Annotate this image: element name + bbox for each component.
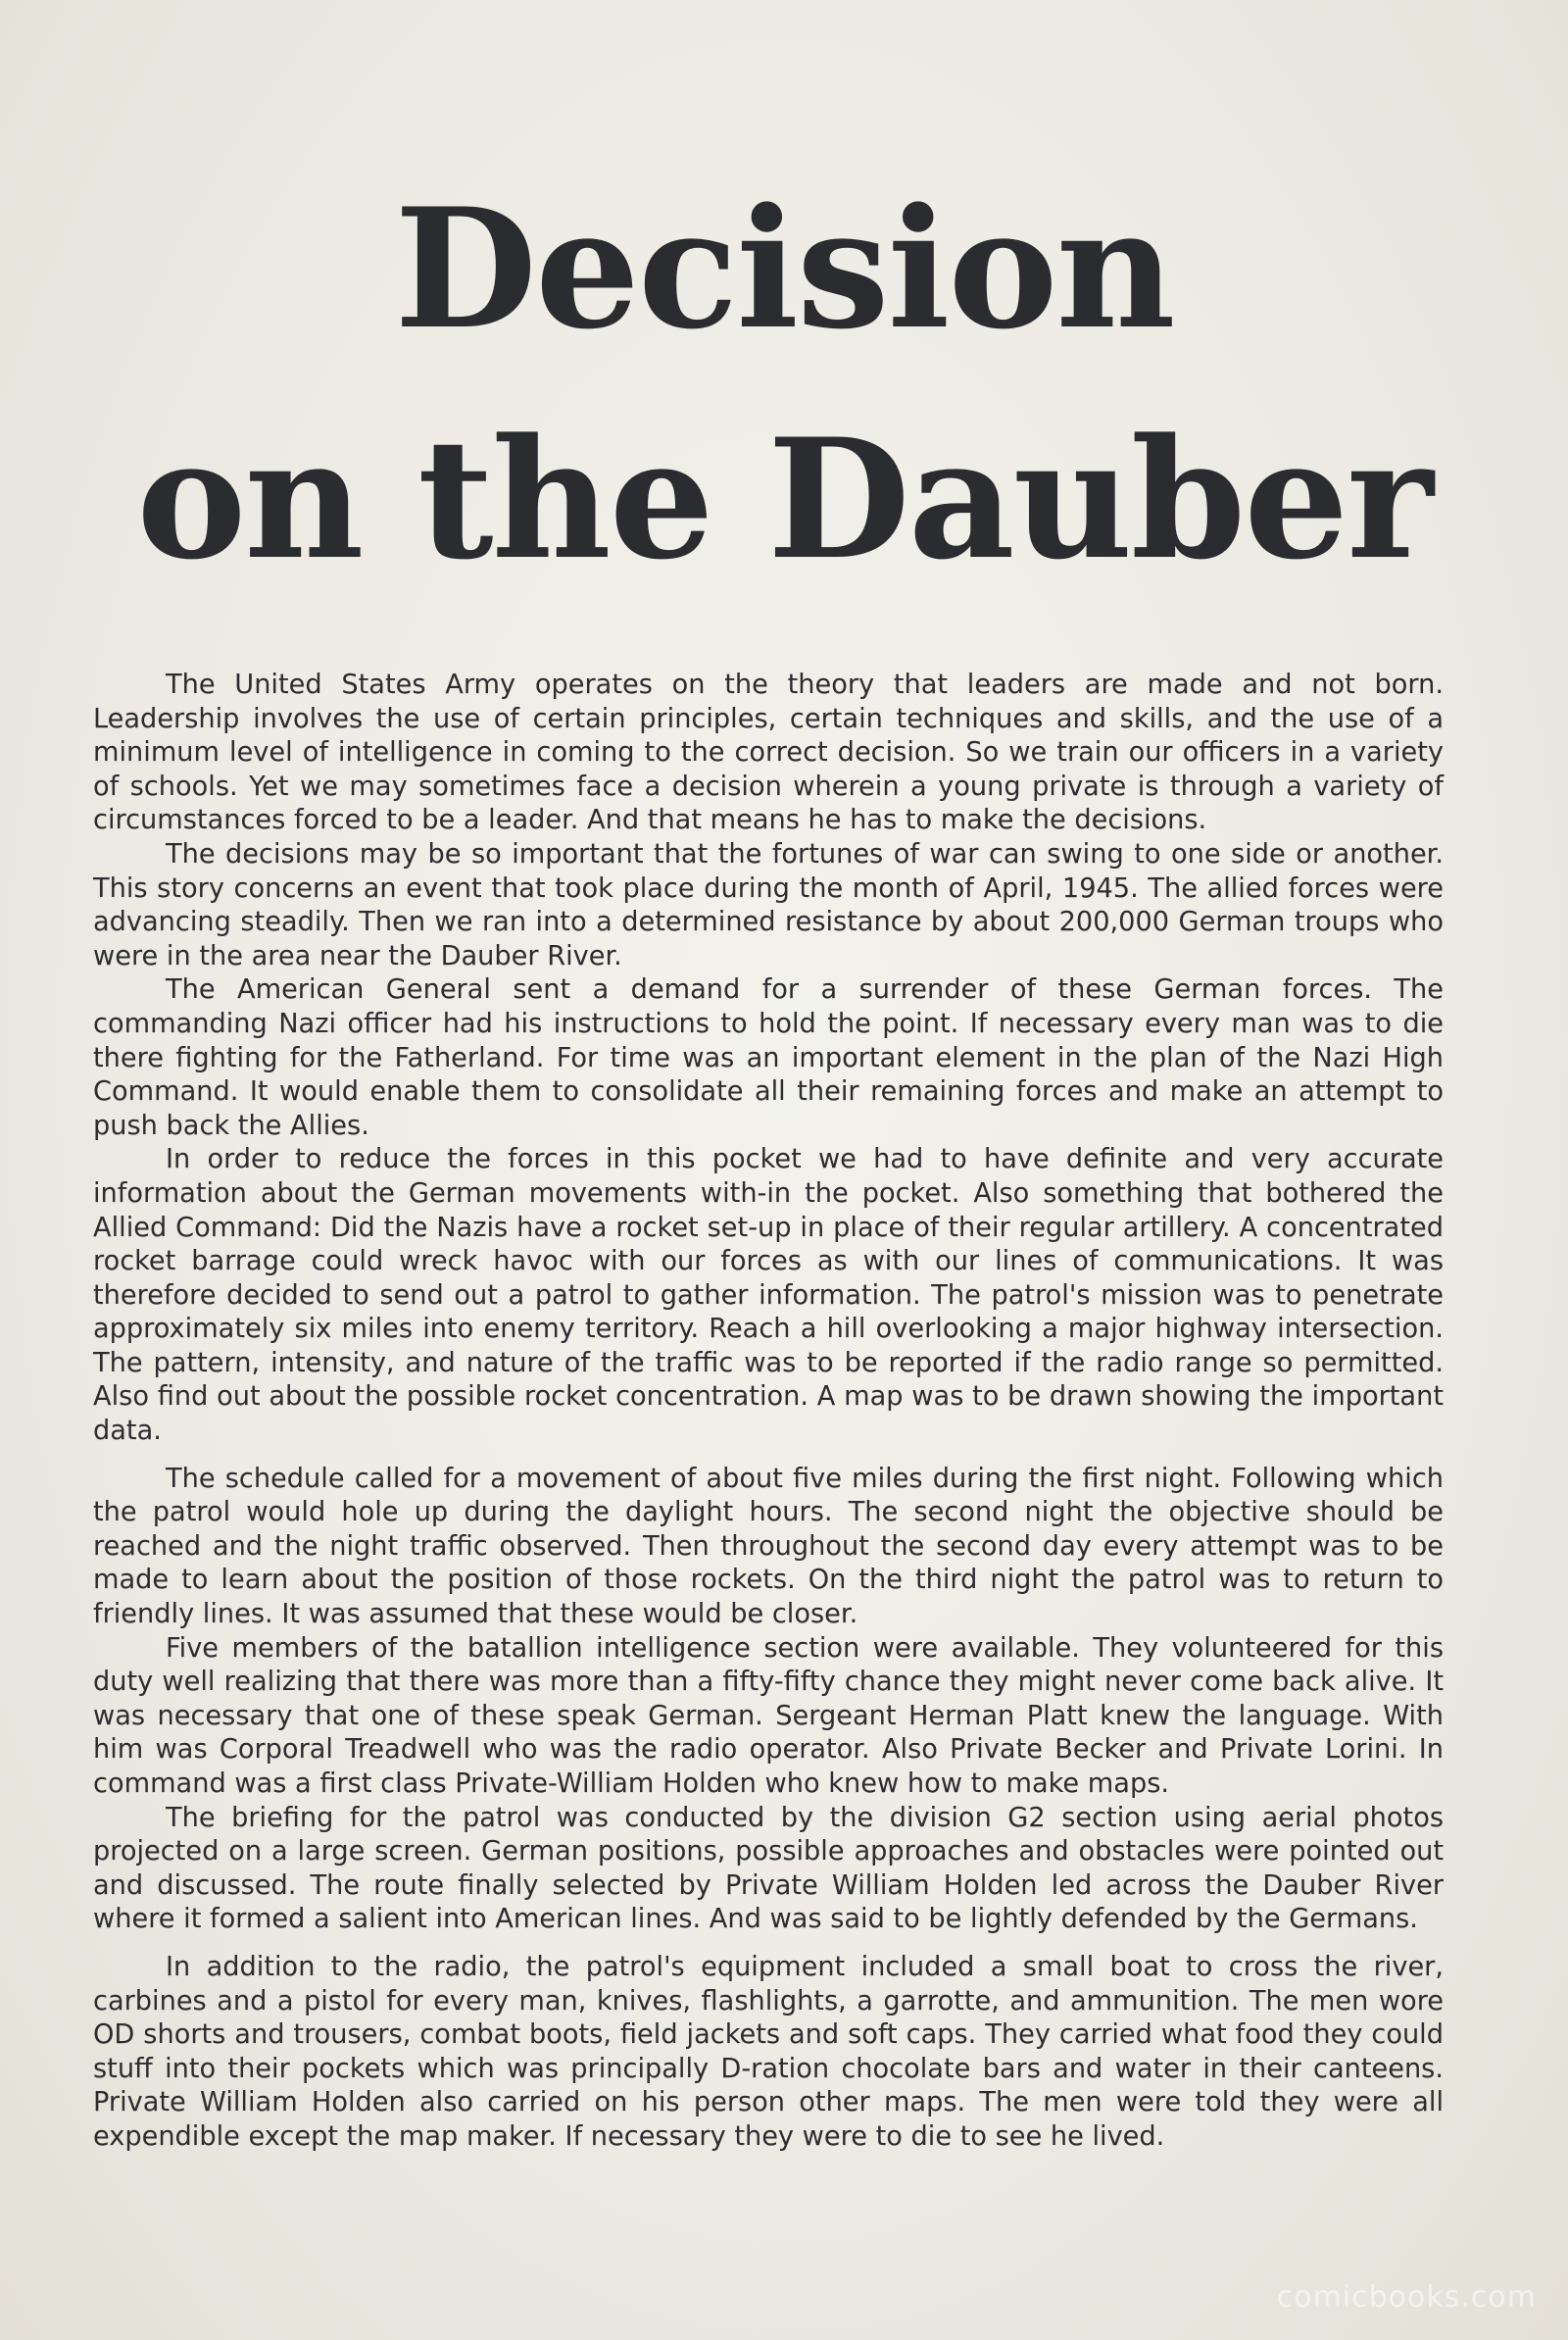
paragraph-4: In order to reduce the forces in this pocket we had to have definite and very accurate information about the German movements with-in the pocket. Also something that bothered the Allied Command: Did the Nazis have a rocket set-up in place of their regular artillery. A concentrated rocket barrage could wreck havoc with our forces as with our lines of communications. It was therefore decided to send out a patrol to gather information. The patrol's mission was to penetrate approximately six miles into enemy territory. Reach a hill overlooking a major highway intersection. The pattern, intensity, and nature of the traffic was to be reported if the radio range so permitted. Also find out about the possible rocket concentration. A map was to be drawn showing the important data. bbox=[93, 1144, 1444, 1447]
title-line-1: Decision bbox=[394, 172, 1174, 366]
title-line-2: on the Dauber bbox=[136, 402, 1432, 596]
story-body bbox=[93, 669, 1444, 2155]
paragraph-7: The briefing for the patrol was conducted by the division G2 section using aerial photos projected on a large screen. German positions, possible approaches and obstacles were pointed out and discussed. The route finally selected by Private William Holden led across the Dauber River where it formed a salient into American lines. And was said to be lightly defended by the Germans. bbox=[93, 1802, 1444, 1935]
paragraph-2: The decisions may be so important that the fortunes of war can swing to one side or another. This story concerns an event that took place during the month of April, 1945. The allied forces were advancing steadily. Then we ran into a determined resistance by about 200,000 German troups who were in the area near the Dauber River. bbox=[93, 838, 1444, 971]
paragraph-1: The United States Army operates on the theory that leaders are made and not born. Leadership involves the use of certain principles, certain techniques and skills, and the use of a minimum level of intelligence in coming to the correct decision. So we train our officers in a variety of schools. Yet we may sometimes face a decision wherein a young private is through a variety of circumstances forced to be a leader. And that means he has to make the decisions. bbox=[93, 670, 1444, 836]
paragraph-8: In addition to the radio, the patrol's equipment included a small boat to cross the river, carbines and a pistol for every man, knives, flashlights, a garrotte, and ammunition. The men wore OD shorts and trousers, combat boots, field jackets and soft caps. They carried what food they could stuff into their pockets which was principally D-ration chocolate bars and water in their canteens. Private William Holden also carried on his person other maps. The men were told they were all expendible except the map maker. If necessary they were to die to see he lived. bbox=[93, 1951, 1444, 2152]
paragraph-3: The American General sent a demand for a surrender of these German forces. The commanding Nazi officer had his instructions to hold the point. If necessary every man was to die there fighting for the Fatherland. For time was an important element in the plan of the Nazi High Command. It would enable them to consolidate all their remaining forces and make an attempt to push back the Allies. bbox=[93, 974, 1444, 1141]
paragraph-6: Five members of the batallion intelligence section were available. They volunteered for this duty well realizing that there was more than a fifty-fifty chance they might never come back alive. It was necessary that one of these speak German. Sergeant Herman Platt knew the language. With him was Corporal Treadwell who was the radio operator. Also Private Becker and Private Lorini. In command was a first class Private-William Holden who knew how to make maps. bbox=[93, 1632, 1444, 1799]
watermark: comicbooks.com bbox=[1276, 2280, 1537, 2315]
paragraph-5: The schedule called for a movement of about five miles during the first night. Following which the patrol would hole up during the daylight hours. The second night the objective should be reached and the night traffic observed. Then throughout the second day every attempt was to be made to learn about the position of those rockets. On the third night the patrol was to return to friendly lines. It was assumed that these would be closer. bbox=[93, 1463, 1444, 1630]
